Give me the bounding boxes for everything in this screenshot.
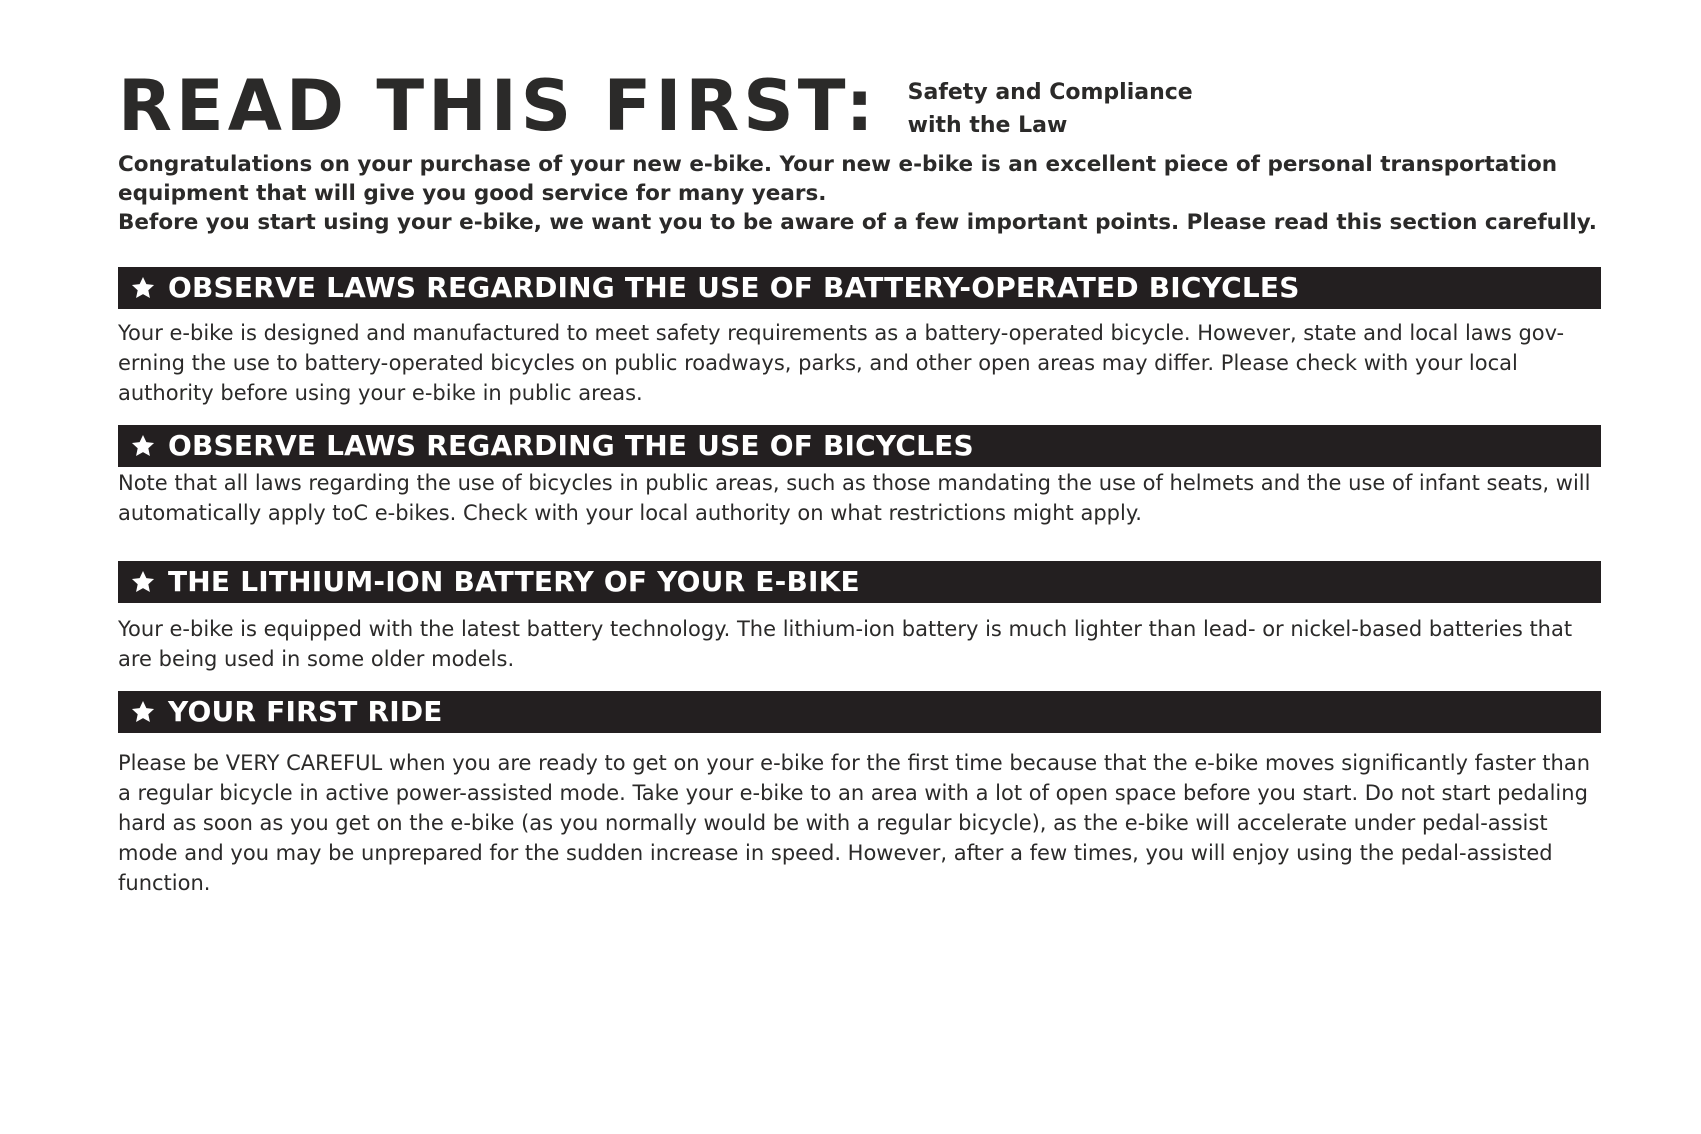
section-heading: OBSERVE LAWS REGARDING THE USE OF BICYCLES <box>168 429 974 462</box>
section-header-bicycle-laws <box>118 425 1601 467</box>
star-icon <box>130 699 156 725</box>
document-page <box>118 65 1601 895</box>
star-icon <box>130 569 156 595</box>
star-icon <box>130 275 156 301</box>
intro-paragraph-1: Congratulations on your purchase of your new e-bike. Your new e-bike is an excellent piece of personal transportation equipment that will give you good service for many years. <box>118 152 1558 206</box>
intro-block <box>118 150 1601 237</box>
section-heading: THE LITHIUM-ION BATTERY OF YOUR E-BIKE <box>168 565 860 598</box>
section-header-lithium-battery <box>118 561 1601 603</box>
section-body-lithium-battery: Your e-bike is equipped with the latest battery technology. The lithium-ion battery is much lighter than lead- or nickel-based batteries that are being used in some older models. <box>118 617 1573 671</box>
section-heading: OBSERVE LAWS REGARDING THE USE OF BATTERY-OPERATED BICYCLES <box>168 271 1300 304</box>
subtitle-line-1: Safety and Compliance <box>907 80 1193 105</box>
section-header-first-ride <box>118 691 1601 733</box>
section-body-bicycle-laws: Note that all laws regarding the use of bicycles in public areas, such as those mandating the use of helmets and the use of infant seats, will automatically apply toC e-bikes. Check with your local authority on what restrictions might apply. <box>118 471 1591 525</box>
page-title: READ THIS FIRST: <box>118 65 878 147</box>
section-header-battery-laws <box>118 267 1601 309</box>
section-body-first-ride: Please be VERY CAREFUL when you are ready to get on your e-bike for the first time because that the e-bike moves significantly faster than a regular bicycle in active power-assisted mode. Take your e-bike to an area with a lot of open space before you start. Do not start pedaling hard as soon as you get on the e-bike (as you normally would be with a regular bicycle), as the e-bike will accelerate under pedal-assist mode and you may be unprepared for the sudden increase in speed. However, after a few times, you will enjoy using the pedal-assisted function. <box>118 751 1591 895</box>
title-row <box>118 65 1601 150</box>
subtitle-line-2: with the Law <box>907 113 1068 138</box>
page-subtitle <box>908 76 1193 142</box>
section-body-battery-laws: Your e-bike is designed and manufactured to meet safety requirements as a battery-operated bicycle. However, state and local laws gov-erning the use to battery-operated bicycles on public roadways, parks, and other open areas may differ. Please check with your local authority before using your e-bike in public areas. <box>118 321 1565 405</box>
star-icon <box>130 433 156 459</box>
section-heading: YOUR FIRST RIDE <box>168 695 443 728</box>
intro-paragraph-2: Before you start using your e-bike, we want you to be aware of a few important points. Please read this section carefully. <box>118 210 1597 235</box>
